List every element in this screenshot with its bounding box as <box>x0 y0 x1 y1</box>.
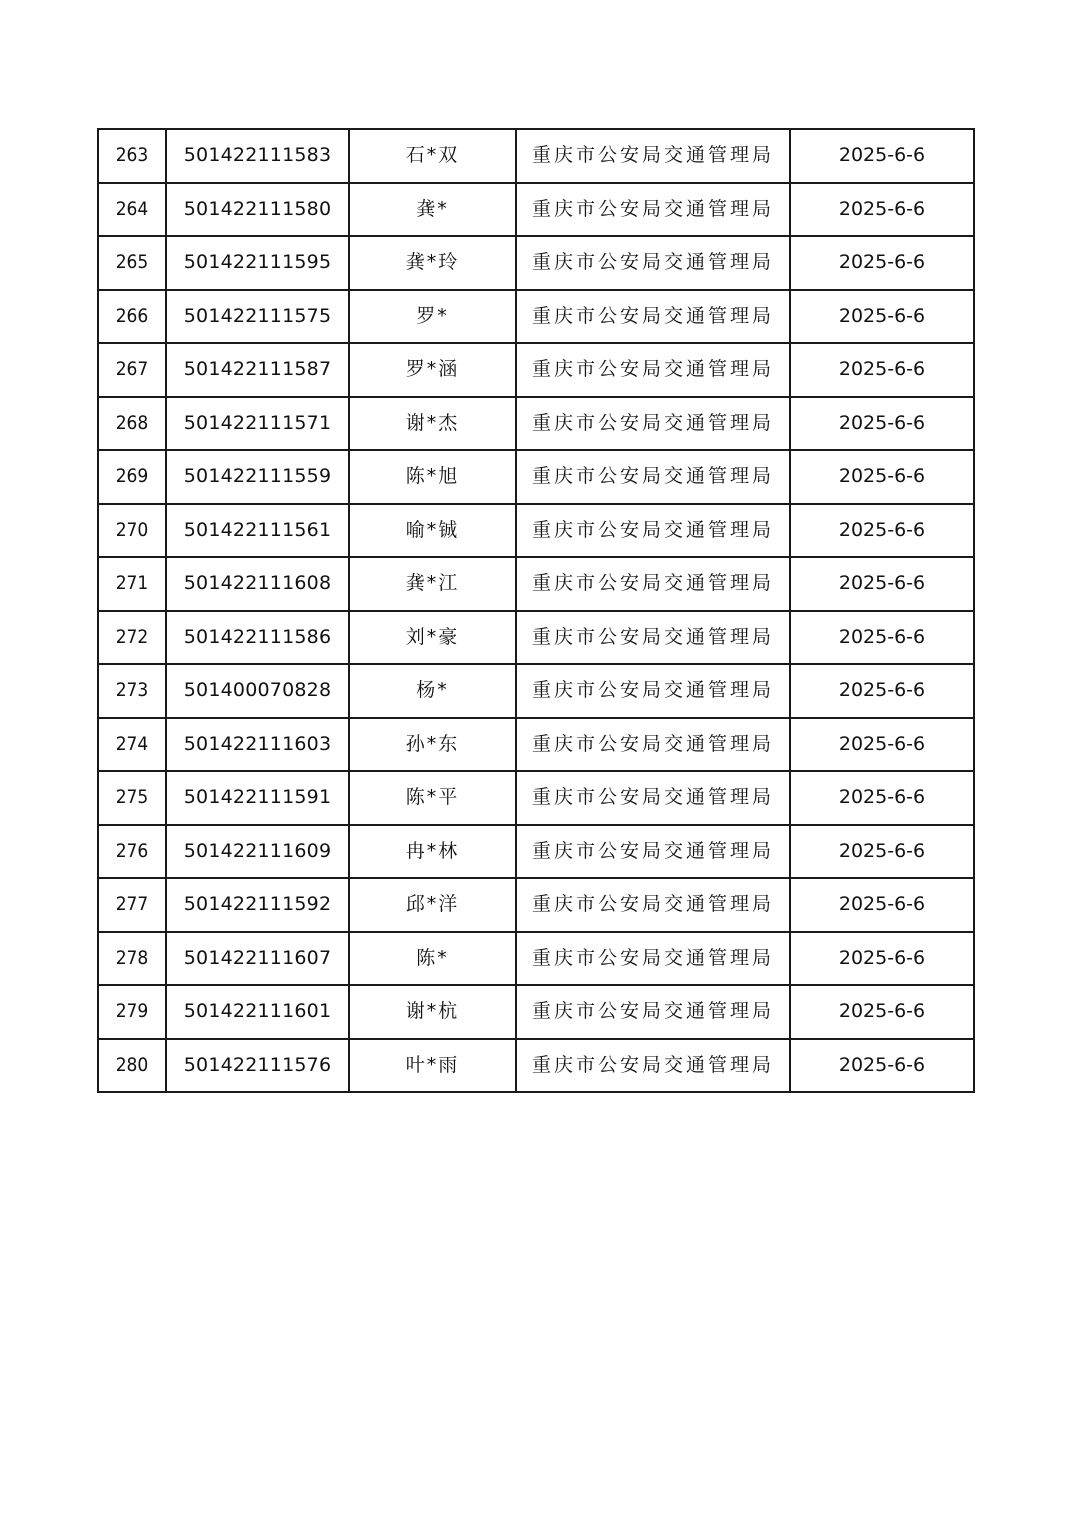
issue-date-cell: 2025-6-6 <box>790 985 974 1039</box>
row-number-cell: 268 <box>98 397 166 451</box>
roster-table <box>97 128 975 1093</box>
issuing-authority-cell: 重庆市公安局交通管理局 <box>516 504 790 558</box>
person-name-cell: 冉*林 <box>349 825 516 879</box>
issuing-authority-cell: 重庆市公安局交通管理局 <box>516 183 790 237</box>
certificate-id-cell: 501422111561 <box>166 504 349 558</box>
person-name-cell: 龚*玲 <box>349 236 516 290</box>
issuing-authority-cell: 重庆市公安局交通管理局 <box>516 129 790 183</box>
certificate-id-cell: 501400070828 <box>166 664 349 718</box>
issue-date-cell: 2025-6-6 <box>790 557 974 611</box>
row-number-cell: 266 <box>98 290 166 344</box>
issue-date-cell: 2025-6-6 <box>790 932 974 986</box>
table-row <box>98 343 974 397</box>
issue-date-cell: 2025-6-6 <box>790 718 974 772</box>
table-row <box>98 290 974 344</box>
person-name-cell: 叶*雨 <box>349 1039 516 1093</box>
row-number-cell: 264 <box>98 183 166 237</box>
certificate-id-cell: 501422111583 <box>166 129 349 183</box>
issue-date-cell: 2025-6-6 <box>790 664 974 718</box>
person-name-cell: 陈*平 <box>349 771 516 825</box>
issue-date-cell: 2025-6-6 <box>790 236 974 290</box>
roster-table-body <box>98 129 974 1092</box>
row-number-cell: 271 <box>98 557 166 611</box>
issue-date-cell: 2025-6-6 <box>790 397 974 451</box>
person-name-cell: 邱*洋 <box>349 878 516 932</box>
issue-date-cell: 2025-6-6 <box>790 611 974 665</box>
row-number-cell: 276 <box>98 825 166 879</box>
person-name-cell: 罗*涵 <box>349 343 516 397</box>
row-number-cell: 267 <box>98 343 166 397</box>
person-name-cell: 谢*杰 <box>349 397 516 451</box>
person-name-cell: 陈*旭 <box>349 450 516 504</box>
issue-date-cell: 2025-6-6 <box>790 343 974 397</box>
issue-date-cell: 2025-6-6 <box>790 1039 974 1093</box>
issuing-authority-cell: 重庆市公安局交通管理局 <box>516 290 790 344</box>
row-number-cell: 275 <box>98 771 166 825</box>
certificate-id-cell: 501422111580 <box>166 183 349 237</box>
certificate-id-cell: 501422111575 <box>166 290 349 344</box>
issue-date-cell: 2025-6-6 <box>790 183 974 237</box>
table-row <box>98 557 974 611</box>
row-number-cell: 272 <box>98 611 166 665</box>
row-number-cell: 278 <box>98 932 166 986</box>
issuing-authority-cell: 重庆市公安局交通管理局 <box>516 397 790 451</box>
issuing-authority-cell: 重庆市公安局交通管理局 <box>516 932 790 986</box>
certificate-id-cell: 501422111592 <box>166 878 349 932</box>
row-number-cell: 277 <box>98 878 166 932</box>
issue-date-cell: 2025-6-6 <box>790 878 974 932</box>
certificate-id-cell: 501422111591 <box>166 771 349 825</box>
row-number-cell: 263 <box>98 129 166 183</box>
certificate-id-cell: 501422111571 <box>166 397 349 451</box>
issue-date-cell: 2025-6-6 <box>790 129 974 183</box>
issuing-authority-cell: 重庆市公安局交通管理局 <box>516 611 790 665</box>
person-name-cell: 谢*杭 <box>349 985 516 1039</box>
table-row <box>98 878 974 932</box>
table-row <box>98 985 974 1039</box>
certificate-id-cell: 501422111608 <box>166 557 349 611</box>
row-number-cell: 269 <box>98 450 166 504</box>
table-row <box>98 611 974 665</box>
certificate-id-cell: 501422111576 <box>166 1039 349 1093</box>
issuing-authority-cell: 重庆市公安局交通管理局 <box>516 557 790 611</box>
table-row <box>98 183 974 237</box>
certificate-id-cell: 501422111586 <box>166 611 349 665</box>
issue-date-cell: 2025-6-6 <box>790 504 974 558</box>
person-name-cell: 刘*豪 <box>349 611 516 665</box>
certificate-id-cell: 501422111595 <box>166 236 349 290</box>
row-number-cell: 273 <box>98 664 166 718</box>
issuing-authority-cell: 重庆市公安局交通管理局 <box>516 450 790 504</box>
issuing-authority-cell: 重庆市公安局交通管理局 <box>516 771 790 825</box>
table-row <box>98 397 974 451</box>
row-number-cell: 265 <box>98 236 166 290</box>
table-row <box>98 825 974 879</box>
row-number-cell: 279 <box>98 985 166 1039</box>
row-number-cell: 274 <box>98 718 166 772</box>
person-name-cell: 龚* <box>349 183 516 237</box>
certificate-id-cell: 501422111559 <box>166 450 349 504</box>
issuing-authority-cell: 重庆市公安局交通管理局 <box>516 1039 790 1093</box>
table-row <box>98 771 974 825</box>
issuing-authority-cell: 重庆市公安局交通管理局 <box>516 985 790 1039</box>
person-name-cell: 喻*铖 <box>349 504 516 558</box>
table-row <box>98 504 974 558</box>
issue-date-cell: 2025-6-6 <box>790 450 974 504</box>
row-number-cell: 280 <box>98 1039 166 1093</box>
person-name-cell: 孙*东 <box>349 718 516 772</box>
issuing-authority-cell: 重庆市公安局交通管理局 <box>516 343 790 397</box>
person-name-cell: 陈* <box>349 932 516 986</box>
table-row <box>98 664 974 718</box>
table-row <box>98 718 974 772</box>
issuing-authority-cell: 重庆市公安局交通管理局 <box>516 236 790 290</box>
table-row <box>98 129 974 183</box>
issuing-authority-cell: 重庆市公安局交通管理局 <box>516 878 790 932</box>
certificate-id-cell: 501422111601 <box>166 985 349 1039</box>
certificate-id-cell: 501422111607 <box>166 932 349 986</box>
row-number-cell: 270 <box>98 504 166 558</box>
person-name-cell: 石*双 <box>349 129 516 183</box>
issuing-authority-cell: 重庆市公安局交通管理局 <box>516 825 790 879</box>
issue-date-cell: 2025-6-6 <box>790 290 974 344</box>
issue-date-cell: 2025-6-6 <box>790 825 974 879</box>
certificate-id-cell: 501422111603 <box>166 718 349 772</box>
table-row <box>98 932 974 986</box>
issuing-authority-cell: 重庆市公安局交通管理局 <box>516 718 790 772</box>
table-row <box>98 236 974 290</box>
table-row <box>98 1039 974 1093</box>
person-name-cell: 罗* <box>349 290 516 344</box>
person-name-cell: 龚*江 <box>349 557 516 611</box>
table-row <box>98 450 974 504</box>
certificate-id-cell: 501422111609 <box>166 825 349 879</box>
issuing-authority-cell: 重庆市公安局交通管理局 <box>516 664 790 718</box>
certificate-id-cell: 501422111587 <box>166 343 349 397</box>
person-name-cell: 杨* <box>349 664 516 718</box>
issue-date-cell: 2025-6-6 <box>790 771 974 825</box>
